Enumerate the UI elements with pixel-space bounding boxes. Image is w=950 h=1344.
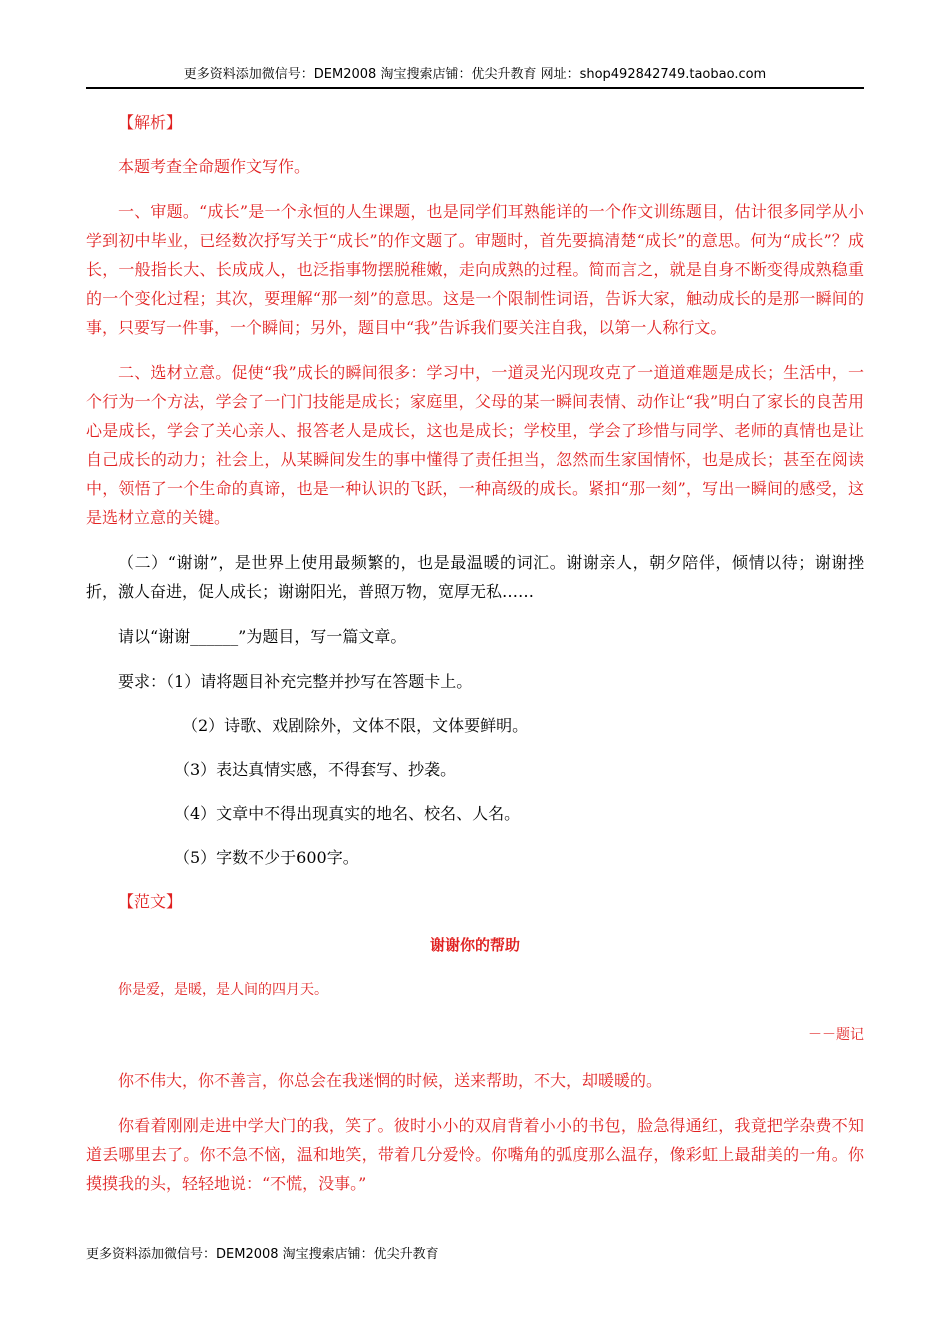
question-prompt: （二）“谢谢”，是世界上使用最频繁的，也是最温暖的词汇。谢谢亲人，朝夕陪伴，倾情以待；谢谢挫折，激人奋进，促人成长；谢谢阳光，普照万物，宽厚无私…… [86,553,864,601]
page-header: 更多资料添加微信号：DEM2008 淘宝搜索店铺：优尖升教育 网址：shop492842749.taobao.com [183,67,767,82]
analysis-paragraph-1: 一、审题。“成长”是一个永恒的人生课题，也是同学们耳熟能详的一个作文训练题目，估计很多同学从小学到初中毕业，已经数次抒写关于“成长”的作文题了。审题时，首先要搞清楚“成长”的意思。何为“成长”？成长，一般指长大、长成成人，也泛指事物摆脱稚嫩，走向成熟的过程。简而言之，就是自身不断变得成熟稳重的一个变化过程；其次，要理解“那一刻”的意思。这是一个限制性词语，告诉大家，触动成长的是那一瞬间的事，只要写一件事，一个瞬间；另外，题目中“我”告诉我们要关注自我，以第一人称行文。 [86,202,864,337]
page-footer: 更多资料添加微信号：DEM2008 淘宝搜索店铺：优尖升教育 [86,1247,439,1262]
essay-title: 谢谢你的帮助 [429,936,520,954]
requirement-1: 要求：（1）请将题目补充完整并抄写在答题卡上。 [118,672,473,691]
essay-paragraph-2: 你看着刚刚走进中学大门的我，笑了。彼时小小的双肩背着小小的书包，脸急得通红，我竟把学杂费不知道丢哪里去了。你不急不恼，温和地笑，带着几分爱怜。你嘴角的弧度那么温存，像彩虹上最甜美的一角。你摸摸我的头，轻轻地说：“不慌，没事。” [86,1116,864,1193]
requirement-3: （3）表达真情实感，不得套写、抄袭。 [174,760,457,779]
requirement-4: （4）文章中不得出现真实的地名、校名、人名。 [174,804,521,823]
essay-epigraph: 你是爱，是暖，是人间的四月天。 [118,982,328,998]
essay-epigraph-signature: －－题记 [808,1027,864,1043]
analysis-intro: 本题考查全命题作文写作。 [118,157,311,176]
question-task: 请以“谢谢______”为题目，写一篇文章。 [118,627,407,646]
analysis-paragraph-2: 二、选材立意。促使“我”成长的瞬间很多：学习中，一道灵光闪现攻克了一道道难题是成长；生活中，一个行为一个方法，学会了一门门技能是成长；家庭里，父母的某一瞬间表情、动作让“我”明白了家长的良苦用心是成长，学会了关心亲人、报答老人是成长，这也是成长；学校里，学会了珍惜与同学、老师的真情也是让自己成长的动力；社会上，从某瞬间发生的事中懂得了责任担当，忽然而生家国情怀，也是成长；甚至在阅读中，领悟了一个生命的真谛，也是一种认识的飞跃，一种高级的成长。紧扣“那一刻”，写出一瞬间的感受，这是选材立意的关键。 [86,363,864,527]
analysis-label: 【解析】 [118,113,183,132]
requirement-2: （2）诗歌、戏剧除外，文体不限，文体要鲜明。 [182,716,529,735]
requirement-5: （5）字数不少于600字。 [174,848,359,867]
requirements-label: 要求： [118,672,167,691]
document-body [86,108,864,1198]
essay-paragraph-1: 你不伟大，你不善言，你总会在我迷惘的时候，送来帮助，不大，却暖暖的。 [118,1071,663,1090]
essay-label: 【范文】 [118,892,183,911]
header-divider [86,87,864,89]
